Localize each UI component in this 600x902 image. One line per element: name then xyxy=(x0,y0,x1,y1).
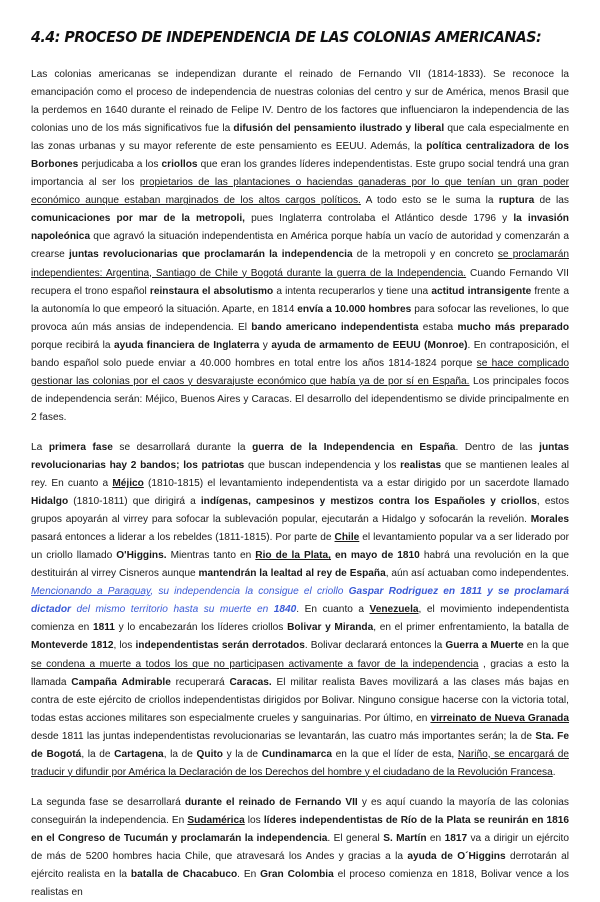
paragraph-first-phase: La primera fase se desarrollará durante la guerra de la Independencia en España. Dentro de las juntas revolucionarias hay 2 bandos; los patriotas que buscan independencia y los realistas que se mantienen leales al rey. En cuanto a Méjico (1810-1815) el levantamiento independentista va a estar dirigido por un sacerdote llamado Hidalgo (1810-1811) que dirigirá a indígenas, campesinos y mestizos contra los Españoles y criollos, estos grupos apoyarán al virrey para sofocar la sublevación popular, ejecutarán a Hidalgo y sofocarán la revelión. Morales pasará entonces a liderar a los rebeldes (1811-1815). Por parte de Chile el levantamiento popular va a ser liderado por un criollo llamado O'Higgins. Mientras tanto en Rio de la Plata, en mayo de 1810 habrá una revolución en la que destituirán al virrey Cisneros aunque mantendrán la lealtad al rey de España, aún así actuaban como independentes. Mencionando a Paraguay, su independencia la consigue el criollo Gaspar Rodriguez en 1811 y se proclamará dictador del mismo territorio hasta su muerte en 1840. En cuanto a Venezuela, el movimiento independentista comienza en 1811 y lo encabezarán los líderes criollos Bolivar y Miranda, en el primer enfrentamiento, la batalla de Monteverde 1812, los independentistas serán derrotados. Bolivar declarará entonces la Guerra a Muerte en la que se condena a muerte a todos los que no participasen activamente a favor de la independencia , gracias a esto la llamada Campaña Admirable recuperará Caracas. El militar realista Baves movilizará a las clases más bajas en contra de este ejército de criollos independentistas dirigidos por Bolivar. Ninguno consigue hacerse con la victoria total, todas estas acciones militares son especialmente crueles y sanguinarias. Por último, en virreinato de Nueva Granada desde 1811 las juntas independentistas revolucionarias se levantarán, las cuatro más importantes serán; la de Sta. Fe de Bogotá, la de Cartagena, la de Quito y la de Cundinamarca en la que el líder de esta, Nariño, se encargará de traducir y difundir por América la Declaración de los Derechos del hombre y el ciudadano de la Revolución Francesa. xyxy=(31,441,570,778)
paragraph-intro: Las colonias americanas se independizan durante el reinado de Fernando VII (1814-1833). Se reconoce la emancipación como el proceso de independencia de nuestras colonias del centro y sur de América, menos Brasil que la perdemos en 1640 durante el reinado de Felipe IV. Dentro de los factores que influenciaron la independencia de las colonias uno de los más significativos fue la difusión del pensamiento ilustrado y liberal que cala especialmente en las zonas urbanas y su mayor referente de este pensamiento es EEUU. Además, la política centralizadora de los Borbones perjudicaba a los criollos que eran los grandes líderes independentistas. Este grupo social tendrá una gran importancia al ser los propietarios de las plantaciones o haciendas ganaderas por lo que tenían un gran poder económico aunque estaban marginados de los altos cargos políticos. A todo esto se le suma la ruptura de las comunicaciones por mar de la metropoli, pues Inglaterra controlaba el Atlántico desde 1796 y la invasión napoleónica que agravó la situación independentista en América porque había un vacío de autoridad y comenzarán a crearse juntas revolucionarias que proclamarán la independencia de la metropoli y en concreto se proclamarán independientes: Argentina, Santiago de Chile y Bogotá durante la guerra de la Independencia. Cuando Fernando VII recupera el trono español reinstaura el absolutismo a intenta recuperarlos y tiene una actitud intransigente frente a la autonomía lo que empeoró la situación. Aparte, en 1814 envía a 10.000 hombres para sofocar las reveliones, lo que provoca aún más ansias de independencia. El bando americano independentista estaba mucho más preparado porque recibirá la ayuda financiera de Inglaterra y ayuda de armamento de EEUU (Monroe). En contraposición, el bando español solo puede enviar a 40.000 hombres en total entre los años 1814-1824 porque se hace complicado gestionar las colonias por el caos y desvarajuste económico que había ya de por sí en España. Los principales focos de independencia serán: Méjico, Buenos Aires y Caracas. El desarrollo del idependentismo se divide principalmente en 2 fases. xyxy=(31,69,570,423)
paragraph-second-phase: La segunda fase se desarrollará durante el reinado de Fernando VII y es aquí cuando la mayoría de las colonias conseguirán la independencia. En Sudamérica los líderes independentistas de Río de la Plata se reunirán en 1816 en el Congreso de Tucumán y proclamarán la independencia. El general S. Martín en 1817 va a dirigir un ejército de más de 5200 hombres hacia Chile, que atravesará los Andes y gracias a la ayuda de O´Higgins derrotarán al ejército realista en la batalla de Chacabuco. En Gran Colombia el proceso comienza en 1818, Bolivar vence a los realistas en xyxy=(31,796,570,899)
section-heading: 4.4: PROCESO DE INDEPENDENCIA DE LAS COLONIAS AMERICANAS: xyxy=(31,28,542,46)
